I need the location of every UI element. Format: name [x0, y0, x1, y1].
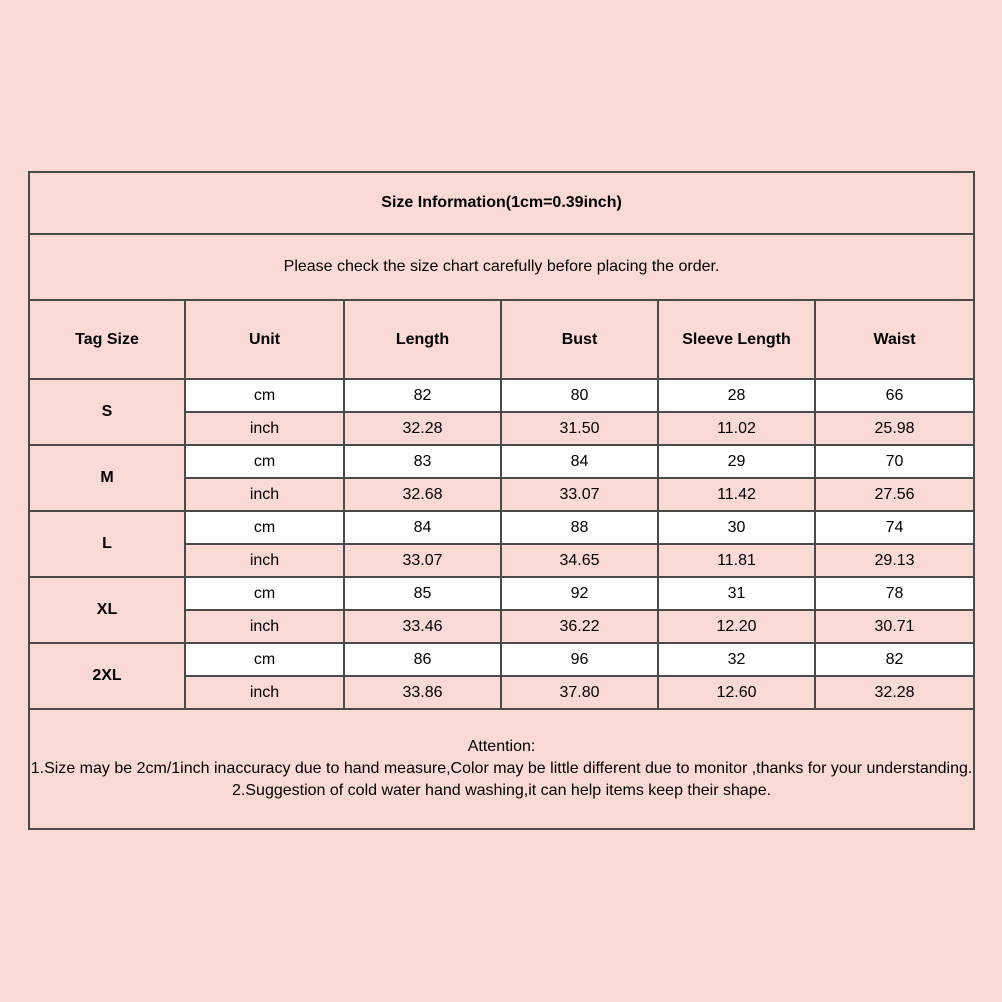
attention-line-1: 1.Size may be 2cm/1inch inaccuracy due to hand measure,Color may be little different due to monitor ,thanks for your understanding.	[30, 760, 973, 777]
value-cell: 12.20	[658, 610, 815, 643]
size-s-cm-row	[29, 379, 974, 412]
size-2xl-cm-row	[29, 643, 974, 676]
unit-label: cm	[185, 445, 344, 478]
unit-label: inch	[185, 610, 344, 643]
size-chart-panel	[28, 171, 973, 830]
value-cell: 88	[501, 511, 658, 544]
value-cell: 84	[501, 445, 658, 478]
value-cell: 25.98	[815, 412, 974, 445]
attention-note	[29, 709, 974, 829]
col-header-length: Length	[344, 300, 501, 379]
value-cell: 33.46	[344, 610, 501, 643]
col-header-bust: Bust	[501, 300, 658, 379]
value-cell: 32.28	[815, 676, 974, 709]
value-cell: 85	[344, 577, 501, 610]
value-cell: 66	[815, 379, 974, 412]
unit-label: cm	[185, 379, 344, 412]
header-row	[29, 300, 974, 379]
value-cell: 34.65	[501, 544, 658, 577]
unit-label: cm	[185, 511, 344, 544]
value-cell: 74	[815, 511, 974, 544]
unit-label: inch	[185, 412, 344, 445]
col-header-waist: Waist	[815, 300, 974, 379]
attention-heading: Attention:	[467, 738, 536, 755]
value-cell: 29	[658, 445, 815, 478]
col-header-sleeve-length: Sleeve Length	[658, 300, 815, 379]
chart-title: Size Information(1cm=0.39inch)	[29, 172, 974, 234]
value-cell: 29.13	[815, 544, 974, 577]
value-cell: 83	[344, 445, 501, 478]
unit-label: inch	[185, 478, 344, 511]
value-cell: 32.68	[344, 478, 501, 511]
value-cell: 33.86	[344, 676, 501, 709]
tag-size-xl: XL	[29, 577, 185, 643]
value-cell: 92	[501, 577, 658, 610]
value-cell: 11.42	[658, 478, 815, 511]
value-cell: 86	[344, 643, 501, 676]
size-m-cm-row	[29, 445, 974, 478]
attention-line-2: 2.Suggestion of cold water hand washing,it can help items keep their shape.	[232, 782, 772, 799]
value-cell: 11.81	[658, 544, 815, 577]
col-header-tag-size: Tag Size	[29, 300, 185, 379]
unit-label: cm	[185, 577, 344, 610]
unit-label: inch	[185, 544, 344, 577]
tag-size-m: M	[29, 445, 185, 511]
size-xl-cm-row	[29, 577, 974, 610]
value-cell: 37.80	[501, 676, 658, 709]
value-cell: 31	[658, 577, 815, 610]
value-cell: 84	[344, 511, 501, 544]
unit-label: cm	[185, 643, 344, 676]
tag-size-2xl: 2XL	[29, 643, 185, 709]
value-cell: 33.07	[344, 544, 501, 577]
value-cell: 70	[815, 445, 974, 478]
value-cell: 30	[658, 511, 815, 544]
tag-size-s: S	[29, 379, 185, 445]
value-cell: 30.71	[815, 610, 974, 643]
value-cell: 36.22	[501, 610, 658, 643]
value-cell: 33.07	[501, 478, 658, 511]
value-cell: 82	[815, 643, 974, 676]
value-cell: 12.60	[658, 676, 815, 709]
value-cell: 28	[658, 379, 815, 412]
value-cell: 32	[658, 643, 815, 676]
chart-subtitle: Please check the size chart carefully before placing the order.	[29, 234, 974, 300]
value-cell: 82	[344, 379, 501, 412]
value-cell: 27.56	[815, 478, 974, 511]
value-cell: 78	[815, 577, 974, 610]
value-cell: 31.50	[501, 412, 658, 445]
unit-label: inch	[185, 676, 344, 709]
col-header-unit: Unit	[185, 300, 344, 379]
value-cell: 32.28	[344, 412, 501, 445]
value-cell: 11.02	[658, 412, 815, 445]
size-l-cm-row	[29, 511, 974, 544]
tag-size-l: L	[29, 511, 185, 577]
size-chart-table	[28, 171, 975, 830]
value-cell: 80	[501, 379, 658, 412]
value-cell: 96	[501, 643, 658, 676]
